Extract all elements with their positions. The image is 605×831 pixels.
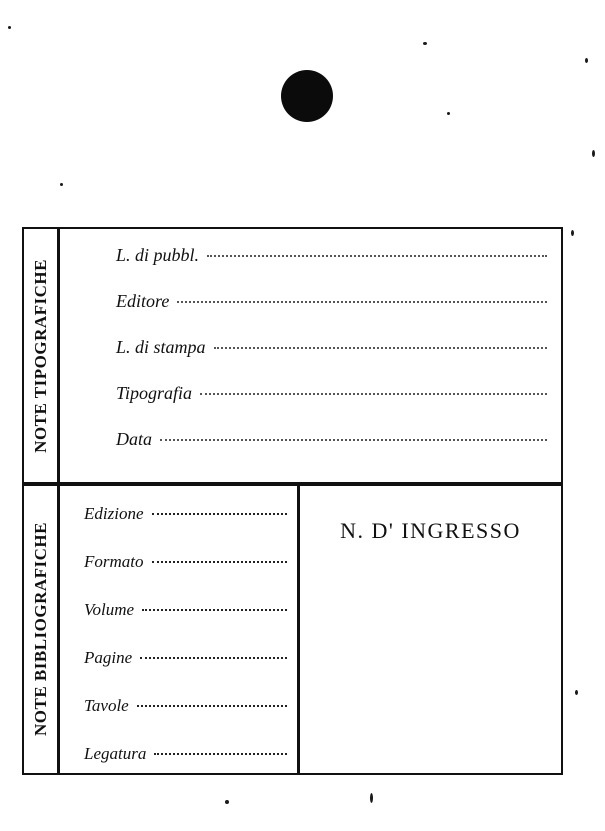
field-blank-l-di-pubbl[interactable]	[207, 254, 547, 257]
ingresso-box[interactable]	[300, 486, 561, 773]
field-blank-tipografia[interactable]	[200, 392, 547, 395]
field-row[interactable]	[60, 245, 561, 291]
field-row[interactable]	[60, 291, 561, 337]
scan-speck	[370, 793, 373, 803]
scan-speck	[8, 26, 11, 29]
field-row[interactable]	[60, 429, 561, 475]
ingresso-title: N. D' INGRESSO	[340, 518, 521, 543]
field-blank-legatura[interactable]	[154, 752, 287, 755]
field-blank-l-di-stampa[interactable]	[214, 346, 547, 349]
field-label-l-di-stampa: L. di stampa	[116, 337, 206, 357]
section-label-bibliografiche	[24, 486, 60, 773]
field-label-l-di-pubbl: L. di pubbl.	[116, 245, 200, 265]
scan-speck	[423, 42, 427, 45]
field-row[interactable]	[60, 648, 297, 696]
field-label-edizione: Edizione	[84, 504, 144, 523]
section-label-tipografiche	[24, 229, 60, 482]
field-row[interactable]	[60, 600, 297, 648]
field-label-volume: Volume	[84, 600, 135, 619]
scan-speck	[571, 230, 574, 236]
section-note-bibliografiche	[24, 486, 561, 773]
section-label-tipografiche-text: NOTE TIPOGRAFICHE	[30, 258, 50, 453]
field-blank-formato[interactable]	[152, 560, 288, 563]
field-label-editore: Editore	[116, 291, 170, 311]
field-label-pagine: Pagine	[84, 648, 133, 667]
field-blank-edizione[interactable]	[152, 512, 288, 515]
section-label-bibliografiche-text: NOTE BIBLIOGRAFICHE	[30, 522, 50, 737]
scan-speck	[225, 800, 229, 804]
field-blank-tavole[interactable]	[137, 704, 287, 707]
punch-hole-icon	[281, 70, 333, 122]
field-row[interactable]	[60, 696, 297, 744]
bibliografiche-field-list	[60, 486, 300, 773]
scan-speck	[592, 150, 595, 157]
field-row[interactable]	[60, 744, 297, 792]
field-label-legatura: Legatura	[84, 744, 147, 763]
section-note-tipografiche	[24, 229, 561, 486]
field-blank-data[interactable]	[160, 438, 547, 441]
field-row[interactable]	[60, 383, 561, 429]
scan-speck	[575, 690, 578, 695]
tipografiche-field-list	[60, 229, 561, 482]
scan-speck	[447, 112, 450, 115]
field-row[interactable]	[60, 552, 297, 600]
field-row[interactable]	[60, 337, 561, 383]
scan-speck	[60, 183, 63, 186]
field-row[interactable]	[60, 504, 297, 552]
field-label-tavole: Tavole	[84, 696, 129, 715]
field-blank-pagine[interactable]	[140, 656, 287, 659]
field-label-tipografia: Tipografia	[116, 383, 193, 403]
field-label-data: Data	[116, 429, 152, 449]
field-label-formato: Formato	[84, 552, 144, 571]
field-blank-volume[interactable]	[142, 608, 287, 611]
catalog-card	[22, 227, 563, 775]
scan-speck	[585, 58, 588, 63]
field-blank-editore[interactable]	[177, 300, 547, 303]
